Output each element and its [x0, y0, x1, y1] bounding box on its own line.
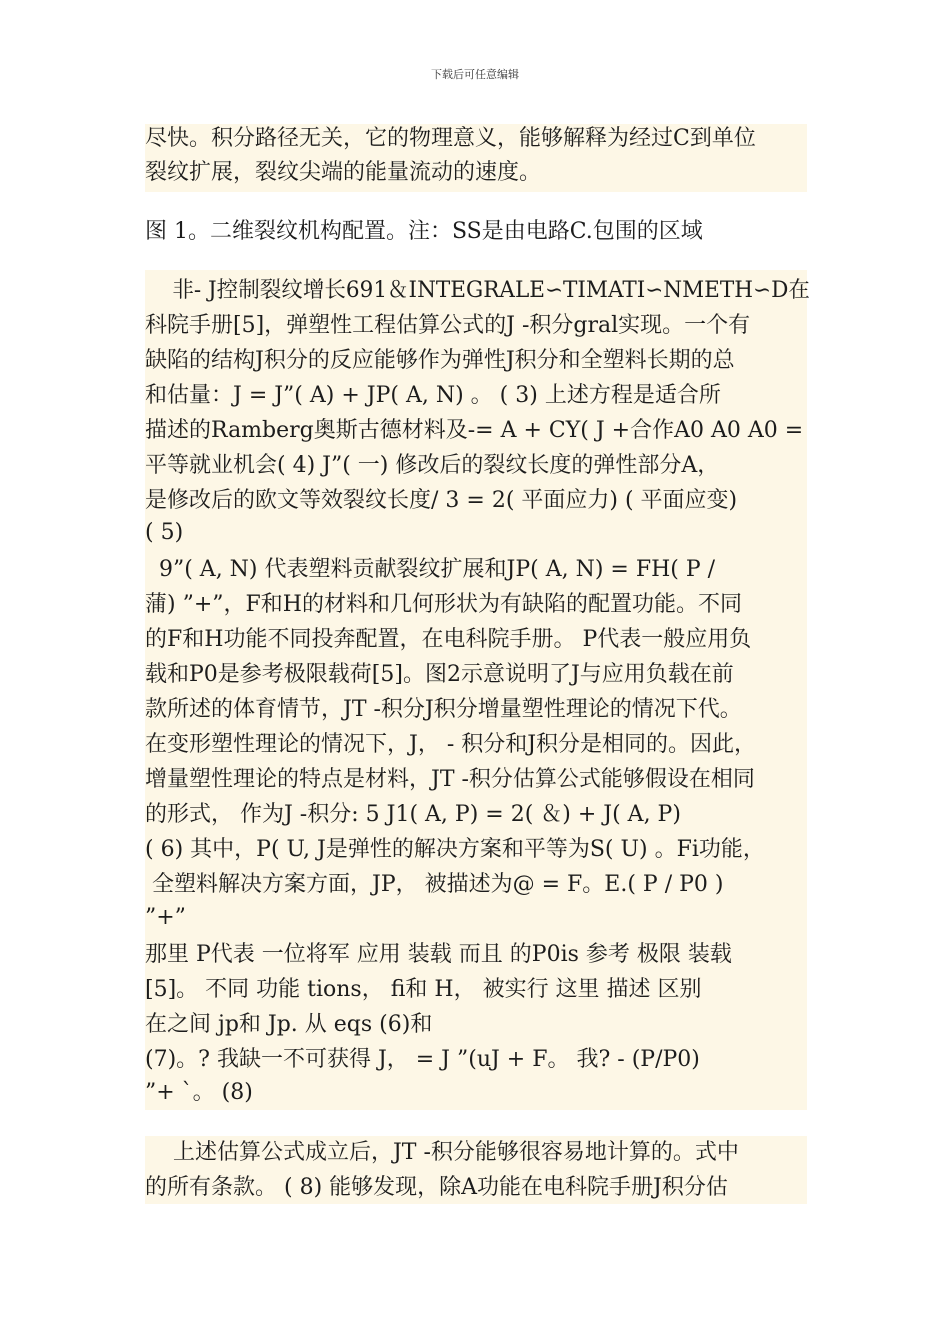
text-line: 缺陷的结构J积分的反应能够作为弹性J积分和全塑料长期的总 — [145, 348, 735, 373]
text-line: 9”( A, N) 代表塑料贡献裂纹扩展和JP( A, N) = FH( P / — [145, 557, 716, 582]
text-line: ( 5) — [145, 520, 184, 545]
text-line: 和估量：J = J”( A) + JP( A, N) 。 ( 3) 上述方程是适合所 — [145, 383, 721, 408]
text-line: 平等就业机会( 4) J”( 一) 修改后的裂纹长度的弹性部分A， — [145, 453, 720, 478]
text-line: 科院手册[5]，弹塑性工程估算公式的J -积分gral实现。一个有 — [145, 313, 751, 338]
text-line: 的所有条款。 ( 8) 能够发现，除A功能在电科院手册J积分估 — [145, 1175, 728, 1200]
text-line: 款所述的体育情节，JT -积分J积分增量塑性理论的情况下代。 — [145, 697, 742, 722]
text-line: 蒲) ”+”，F和H的材料和几何形状为有缺陷的配置功能。不同 — [145, 592, 742, 617]
text-line: ( 6) 其中，P( U, J是弹性的解决方案和平等为S( U) 。Fi功能， — [145, 837, 765, 862]
text-line: 裂纹扩展，裂纹尖端的能量流动的速度。 — [145, 160, 542, 185]
text-line: [5]。 不同 功能 tions， fi和 H， 被实行 这里 描述 区别 — [145, 977, 702, 1002]
text-line: 那里 P代表 一位将军 应用 装载 而且 的P0is 参考 极限 装载 — [145, 942, 732, 967]
text-line: 描述的Ramberg奥斯古德材料及-= A + CY( J +合作A0 A0 A0 = — [145, 418, 804, 443]
text-line: 上述估算公式成立后，JT -积分能够很容易地计算的。式中 — [145, 1140, 739, 1165]
text-line: 在变形塑性理论的情况下，J， - 积分和J积分是相同的。因此， — [145, 732, 757, 757]
text-line: 的形式， 作为J -积分: 5 J1( A, P) = 2( ＆) + J( A, P) — [145, 802, 681, 827]
text-line: ”+” — [145, 905, 186, 930]
text-line: ”+ `。 (8) — [145, 1080, 253, 1105]
text-line: 非- J控制裂纹增长691＆INTEGRALE∽TIMATI∽NMETH∽D在 — [145, 278, 810, 303]
text-line: 的F和H功能不同投奔配置，在电科院手册。 P代表一般应用负 — [145, 627, 752, 652]
text-line: 全塑料解决方案方面，JP， 被描述为@ = F。E.( P / P0 ) — [145, 872, 724, 897]
text-line: 载和P0是参考极限载荷[5]。图2示意说明了J与应用负载在前 — [145, 662, 734, 687]
figure-caption: 图 1。二维裂纹机构配置。注：SS是由电路C.包围的区域 — [145, 219, 703, 244]
text-line: (7)。? 我缺一不可获得 J， = J ”(uJ + F。 我? - (P/P0) — [145, 1047, 700, 1072]
text-line: 是修改后的欧文等效裂纹长度/ 3 = 2( 平面应力) ( 平面应变) — [145, 488, 738, 513]
text-line: 在之间 jp和 Jp. 从 eqs (6)和 — [145, 1012, 433, 1037]
text-line: 增量塑性理论的特点是材料，JT -积分估算公式能够假设在相同 — [145, 767, 755, 792]
page-header: 下载后可任意编辑 — [431, 68, 519, 81]
text-line: 尽快。积分路径无关，它的物理意义，能够解释为经过C到单位 — [145, 126, 756, 151]
